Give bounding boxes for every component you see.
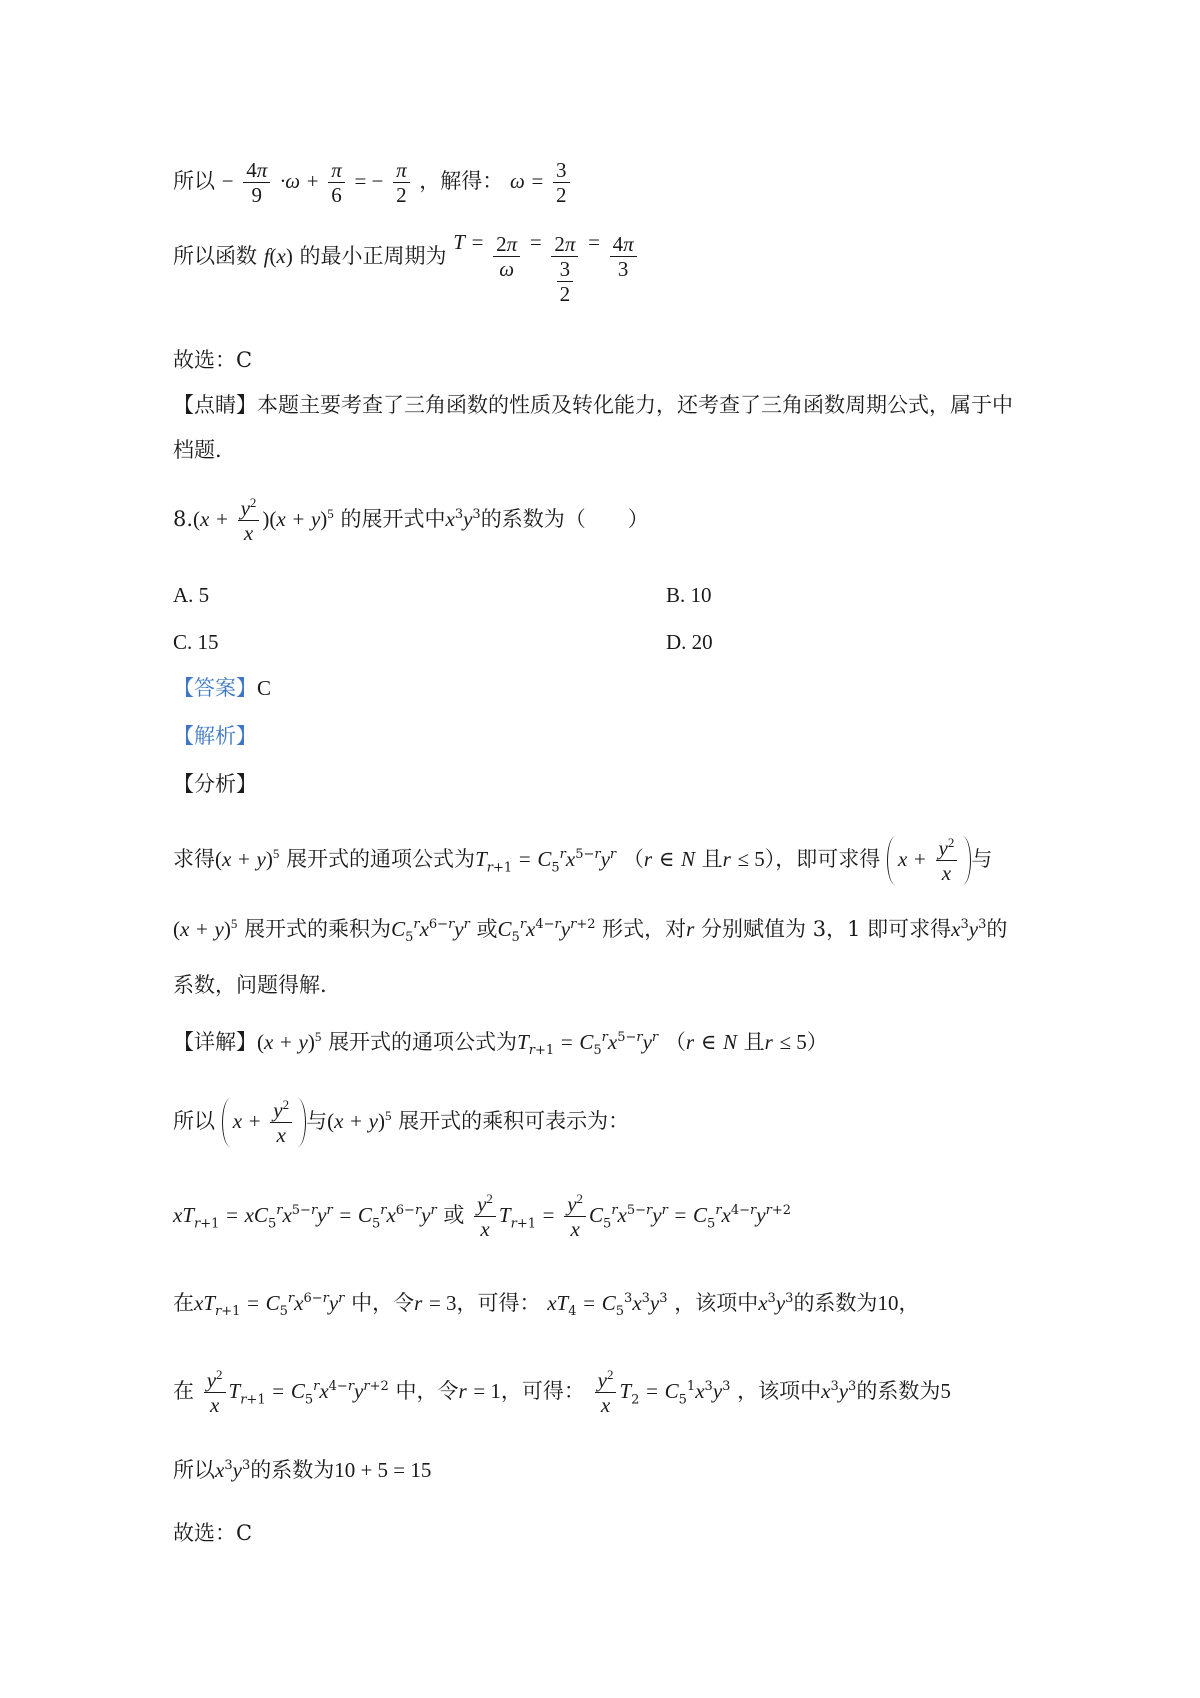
dianjing-line-2: 档题. [173,438,222,462]
xiangjie-line: 【详解】$(x + y)^5$ 展开式的通项公式为$T_{r+1} = C_5^rx^{5-r}y^r$ （r ∈ N 且r ≤ 5） [173,1029,828,1059]
fenxi-line-2: $(x + y)^5$ 展开式的乘积为$C_5^rx^{6-r}y^r$ 或$C_5^rx^{4-r}y^{r+2}$ 形式，对r 分别赋值为 3，1 即可求得$x^3y^3$的 [173,916,1008,946]
solution-line-3: 在$xT_{r+1} = C_5^rx^{6-r}y^r$ 中，令r = 3，可得： $xT_4 = C_5^3x^3y^3$ ，该项中$x^3y^3$的系数为10， [173,1291,920,1320]
line-period: 所以函数 f(x) 的最小正周期为 T = $\frac{2\pi}{\omega}$ = $\frac{2\pi}{\frac{3}{2}}$ = $\frac{4\pi}{3}$ [173,232,640,306]
question-8: 8.(x + $\frac{y^2}{x}$ )$(x + y)^5$ 的展开式中$x^3y^3$的系数为（ ） [173,495,649,546]
option-d[interactable]: D. 20 [666,630,713,654]
jiexi-heading: 【解析】 [173,724,257,748]
option-b[interactable]: B. 10 [666,583,712,607]
fenxi-heading: 【分析】 [173,772,257,796]
final-choice: 故选：C [173,1521,253,1545]
line-omega-solve: 所以 − $\frac{4\pi}{9}$ ·ω + $\frac{\pi}{6}$ = − $\frac{\pi}{2}$ ，解得： ω = $\frac{3}{2}$ [173,158,573,207]
solution-line-2: $xT_{r+1} = xC_5^rx^{5-r}y^r = C_5^rx^{6-r}y^r$ 或 $\frac{y^2}{x}$ $T_{r+1}$ = $\frac{y^2}{x}$ $C_5^rx^{5-r}y^r = C_5^rx^{4-r}y^{r+2}$ [173,1191,791,1242]
option-a[interactable]: A. 5 [173,583,210,607]
solution-line-1: 所以 x + $\frac{y^2}{x}$ 与$(x + y)^5$ 展开式的乘积可表示为： [173,1097,630,1148]
fraction: $\frac{4\pi}{9}$ [243,158,270,207]
option-c[interactable]: C. 15 [173,630,219,654]
solution-line-5: 所以$x^3y^3$的系数为10 + 5 = 15 [173,1458,432,1482]
fraction: $\frac{3}{2}$ [553,158,570,207]
fenxi-line-3: 系数，问题得解. [173,973,327,997]
fraction: $\frac{\pi}{6}$ [328,158,345,207]
solution-line-4: 在 $\frac{y^2}{x}$ $T_{r+1} = C_5^rx^{4-r}y^{r+2}$ 中，令r = 1，可得： $\frac{y^2}{x}$ $T_2 = C_5^1x^3y^3$ ，该项中$x^3y^3$的系数为5 [173,1367,951,1418]
fraction: $\frac{\pi}{2}$ [393,158,410,207]
answer-line: 【答案】C [173,676,272,700]
choice-line: 故选：C [173,348,253,372]
dianjing-line: 【点睛】本题主要考查了三角函数的性质及转化能力，还考查了三角函数周期公式，属于中 [173,393,1013,417]
fenxi-line-1: 求得$(x + y)^5$ 展开式的通项公式为$T_{r+1} = C_5^rx^{5-r}y^r$ （r ∈ N 且r ≤ 5），即可求得 x + $\frac{y^2}{x}$ 与 [173,835,993,886]
